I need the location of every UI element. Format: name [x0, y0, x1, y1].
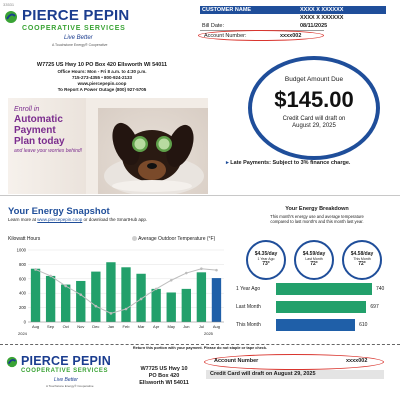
budget-label: Budget Amount Due [284, 76, 344, 83]
chart-x-tick-label: Aug [212, 324, 221, 329]
customer-name-label: CUSTOMER NAME [202, 7, 252, 13]
chart-y-tick-label: 800 [19, 261, 26, 267]
chart-year-end: 2025 [204, 331, 213, 336]
comparison-label-last-month: Last Month [236, 304, 261, 310]
company-address: W7725 US Hwy 10 PO Box 420 Ellsworth WI 54011 [36, 62, 168, 68]
stub-tagline: Live Better [54, 377, 78, 383]
chart-bar [46, 276, 55, 322]
chart-bar [197, 272, 206, 322]
energy-breakdown-title: Your Energy Breakdown [285, 206, 349, 212]
logo-mark-icon [4, 10, 18, 24]
energy-snapshot-title: Your Energy Snapshot [8, 206, 110, 217]
energy-usage-chart [6, 244, 232, 338]
chart-x-tick-label: Feb [122, 324, 130, 329]
temperature-point [34, 268, 37, 271]
stub-address: W7725 US Hwy 10 PO Box 420 Ellsworth WI 54011 [139, 366, 189, 386]
temperature-point [110, 312, 113, 315]
energy-breakdown-desc-1: This month's energy use and average temperature [270, 214, 364, 219]
late-payments-note: ▸ Late Payments: Subject to 3% finance charge. [226, 160, 351, 166]
stub-company-name: PIERCE PEPIN [21, 354, 111, 368]
stub-tagline-sub: A Touchstone Energy® Cooperative [46, 384, 94, 388]
budget-amount-due-panel [248, 56, 380, 160]
draft-note-line-2: August 29, 2025 [292, 123, 336, 129]
tear-line [0, 344, 400, 345]
temperature-point [79, 293, 82, 296]
promo-line-4: Plan today [14, 136, 65, 147]
chart-bar [167, 292, 176, 322]
comparison-label-year-ago: 1 Year Ago [236, 286, 261, 292]
customer-name-value-2: XXXX X XXXXXX [300, 15, 344, 21]
chart-bar [212, 278, 221, 322]
chart-y-tick-label: 400 [19, 290, 26, 296]
chart-bar [151, 289, 160, 322]
account-info-box [200, 6, 386, 44]
chart-bar [76, 281, 85, 322]
chart-bar [61, 285, 70, 322]
chart-y-tick-label: 1000 [16, 247, 26, 253]
temperature-point [155, 288, 158, 291]
chart-y-tick-label: 600 [19, 276, 26, 282]
chart-x-tick-label: May [167, 324, 176, 329]
chart-x-tick-label: Oct [62, 324, 69, 329]
snapshot-learn-more: Learn more at www.piercepepin.coop or download the SmartHub app. [8, 217, 148, 222]
comparison-bar-last-month [276, 301, 366, 313]
tagline-sub: A Touchstone Energy® Cooperative [52, 43, 108, 47]
account-number-label: Account Number: [204, 33, 247, 39]
temperature-point [64, 285, 67, 288]
chart-year-start: 2024 [18, 331, 27, 336]
chart-bar [182, 289, 191, 322]
temperature-point [200, 267, 203, 270]
account-number-value: xxxx002 [280, 33, 302, 39]
outage-line: To Report A Power Outage (800) 927-5705 [57, 87, 147, 92]
stub-account-label: Account Number [214, 358, 259, 364]
chart-x-tick-label: Aug [31, 324, 40, 329]
temperature-point [170, 279, 173, 282]
company-subname: COOPERATIVE SERVICES [22, 25, 126, 32]
stub-company-subname: COOPERATIVE SERVICES [21, 368, 109, 374]
company-address-block [4, 62, 200, 93]
comparison-bar-this-month [276, 319, 355, 331]
stub-company-logo [6, 354, 136, 400]
comparison-value-this-month: 610 [359, 322, 368, 328]
chart-x-tick-label: Sep [47, 324, 55, 329]
comparison-label-this-month: This Month [236, 322, 261, 328]
chart-x-tick-label: Dec [92, 324, 100, 329]
kwh-axis-label: Kilowatt Hours [8, 236, 41, 242]
document-code: 33531 [3, 2, 15, 7]
bullet-arrow-icon: ▸ [226, 160, 231, 166]
energy-breakdown-desc-2: compared to last month's and this month last year. [270, 219, 364, 224]
temperature-legend-swatch [132, 236, 137, 241]
temperature-point [215, 269, 218, 272]
dog-photo-illustration [94, 104, 208, 194]
temperature-point [140, 298, 143, 301]
comparison-value-last-month: 697 [370, 304, 379, 310]
chart-x-tick-label: Nov [77, 324, 85, 329]
chart-x-tick-label: Mar [137, 324, 145, 329]
promo-line-1: Enroll in [14, 106, 40, 113]
stub-account-value: xxxx002 [346, 358, 368, 364]
stub-logo-mark-icon [6, 356, 18, 368]
stub-draft-note: Credit Card will draft on August 29, 2025 [210, 371, 316, 377]
temperature-point [185, 272, 188, 275]
company-name: PIERCE PEPIN [22, 7, 130, 24]
chart-x-tick-label: Jul [198, 324, 204, 329]
chart-bar [121, 267, 130, 322]
bill-date-value: 08/11/2025 [300, 23, 328, 29]
usage-comparison-bars [236, 282, 396, 334]
temperature-point [125, 308, 128, 311]
comparison-value-year-ago: 740 [376, 286, 385, 292]
chart-x-tick-label: Jun [183, 324, 190, 329]
promo-line-5: and leave your worries behind! [14, 148, 83, 154]
temperature-legend: Average Outdoor Temperature (°F) [132, 236, 215, 242]
bill-date-label: Bill Date: [202, 23, 225, 29]
chart-x-tick-label: Jan [107, 324, 115, 329]
draft-note-line-1: Credit Card will draft on [282, 116, 346, 122]
return-portion-note: Return this portion with your payment. Please do not staple or tape check. [132, 346, 268, 350]
promo-line-2: Automatic [14, 114, 63, 125]
temperature-point [49, 275, 52, 278]
chart-bar [91, 272, 100, 322]
chart-x-tick-label: Apr [153, 324, 160, 329]
temperature-point [95, 305, 98, 308]
budget-amount: $145.00 [274, 87, 354, 112]
snapshot-website-link[interactable]: www.piercepepin.coop [37, 217, 83, 222]
comparison-bar-year-ago [276, 283, 372, 295]
customer-name-value: XXXX X XXXXXX [300, 7, 344, 13]
phone-numbers: 715-273-4355 • 800-924-2133 [71, 75, 133, 80]
tier-circle-year-ago: $4.35/day 1 Year Ago 73° [246, 240, 286, 280]
office-hours: Office Hours: Mon - Fri 8 a.m. to 4:30 p.m. [57, 69, 147, 74]
chart-y-tick-label: 200 [19, 305, 26, 311]
chart-bar [31, 269, 40, 322]
tier-circle-last-month: $4.59/day Last Month 72° [294, 240, 334, 280]
tier-circle-this-month: $4.58/day This Month 72° [342, 240, 382, 280]
section-divider [0, 195, 400, 196]
promo-line-3: Payment [14, 125, 56, 136]
chart-y-tick-label: 0 [23, 319, 26, 325]
autopay-promo-banner[interactable] [8, 98, 208, 194]
website-link[interactable]: www.piercepepin.coop [77, 81, 127, 86]
tagline: Live Better [64, 35, 93, 41]
